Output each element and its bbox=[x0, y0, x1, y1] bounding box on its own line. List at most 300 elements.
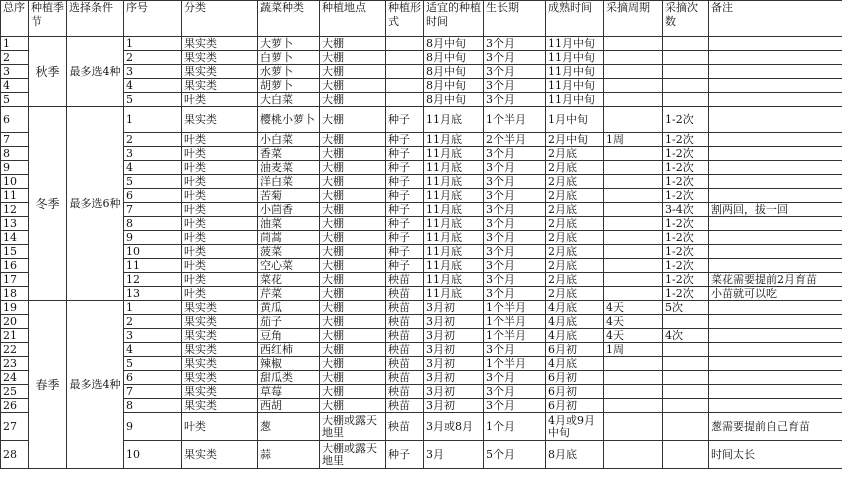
table-cell bbox=[663, 37, 709, 51]
table-cell: 11 bbox=[124, 259, 182, 273]
table-cell: 6月初 bbox=[546, 385, 604, 399]
table-cell bbox=[709, 329, 842, 343]
table-row bbox=[1, 259, 842, 273]
table-cell: 果实类 bbox=[182, 399, 258, 413]
table-cell bbox=[709, 245, 842, 259]
table-cell: 4 bbox=[124, 161, 182, 175]
table-cell: 5个月 bbox=[484, 441, 546, 469]
table-cell: 6 bbox=[124, 189, 182, 203]
table-cell: 叶类 bbox=[182, 175, 258, 189]
table-cell: 2月底 bbox=[546, 161, 604, 175]
table-cell: 果实类 bbox=[182, 329, 258, 343]
table-cell: 叶类 bbox=[182, 133, 258, 147]
table-cell bbox=[709, 231, 842, 245]
table-cell: 种子 bbox=[386, 231, 424, 245]
table-cell: 大棚 bbox=[320, 231, 386, 245]
table-cell: 1 bbox=[124, 107, 182, 133]
table-cell bbox=[709, 385, 842, 399]
table-cell bbox=[604, 413, 663, 441]
table-cell: 小苗就可以吃 bbox=[709, 287, 842, 301]
table-cell: 4次 bbox=[663, 329, 709, 343]
table-cell bbox=[604, 203, 663, 217]
table-cell: 2月底 bbox=[546, 245, 604, 259]
table-cell: 1 bbox=[124, 37, 182, 51]
table-cell: 果实类 bbox=[182, 37, 258, 51]
table-cell: 26 bbox=[1, 399, 29, 413]
table-cell: 3月或8月 bbox=[424, 413, 484, 441]
table-cell: 3个月 bbox=[484, 93, 546, 107]
table-cell: 2月底 bbox=[546, 203, 604, 217]
table-cell: 叶类 bbox=[182, 231, 258, 245]
table-cell bbox=[709, 133, 842, 147]
table-cell: 10 bbox=[124, 245, 182, 259]
table-cell bbox=[709, 161, 842, 175]
table-cell: 叶类 bbox=[182, 287, 258, 301]
table-cell: 11月底 bbox=[424, 189, 484, 203]
table-row bbox=[1, 147, 842, 161]
table-cell: 小茴香 bbox=[258, 203, 320, 217]
table-cell: 种子 bbox=[386, 259, 424, 273]
table-cell bbox=[709, 259, 842, 273]
table-cell: 秧苗 bbox=[386, 301, 424, 315]
table-cell: 5次 bbox=[663, 301, 709, 315]
table-cell: 1-2次 bbox=[663, 175, 709, 189]
table-cell: 1-2次 bbox=[663, 133, 709, 147]
table-cell: 14 bbox=[1, 231, 29, 245]
table-cell: 菜花 bbox=[258, 273, 320, 287]
table-cell: 大棚 bbox=[320, 399, 386, 413]
table-row bbox=[1, 231, 842, 245]
table-cell: 20 bbox=[1, 315, 29, 329]
table-cell: 叶类 bbox=[182, 413, 258, 441]
column-header: 成熟时间 bbox=[546, 1, 604, 37]
table-cell: 油麦菜 bbox=[258, 161, 320, 175]
table-cell bbox=[386, 65, 424, 79]
table-cell: 种子 bbox=[386, 189, 424, 203]
table-cell bbox=[709, 51, 842, 65]
table-cell: 大棚 bbox=[320, 147, 386, 161]
table-cell bbox=[663, 315, 709, 329]
table-cell: 8 bbox=[124, 217, 182, 231]
table-cell bbox=[604, 107, 663, 133]
table-cell: 11月底 bbox=[424, 133, 484, 147]
table-row bbox=[1, 301, 842, 315]
table-cell: 3个月 bbox=[484, 147, 546, 161]
table-cell: 1-2次 bbox=[663, 259, 709, 273]
table-cell bbox=[604, 189, 663, 203]
table-cell: 苦菊 bbox=[258, 189, 320, 203]
table-row bbox=[1, 329, 842, 343]
table-cell: 大棚 bbox=[320, 93, 386, 107]
table-cell: 8月中旬 bbox=[424, 37, 484, 51]
table-cell: 1个半月 bbox=[484, 107, 546, 133]
table-cell: 2月底 bbox=[546, 189, 604, 203]
table-cell bbox=[604, 147, 663, 161]
table-cell: 秧苗 bbox=[386, 315, 424, 329]
table-cell: 2月底 bbox=[546, 217, 604, 231]
table-cell bbox=[604, 385, 663, 399]
table-cell: 果实类 bbox=[182, 315, 258, 329]
table-cell bbox=[663, 93, 709, 107]
table-cell bbox=[604, 399, 663, 413]
table-cell: 4 bbox=[124, 343, 182, 357]
table-cell: 11月底 bbox=[424, 175, 484, 189]
table-cell: 大棚 bbox=[320, 301, 386, 315]
table-cell: 3 bbox=[1, 65, 29, 79]
table-cell: 大白菜 bbox=[258, 93, 320, 107]
season-cell: 秋季 bbox=[29, 37, 67, 107]
table-cell: 15 bbox=[1, 245, 29, 259]
table-body bbox=[1, 1, 842, 469]
table-cell: 3月初 bbox=[424, 385, 484, 399]
table-cell: 6 bbox=[1, 107, 29, 133]
table-cell: 3月初 bbox=[424, 399, 484, 413]
table-row bbox=[1, 37, 842, 51]
table-cell: 水萝卜 bbox=[258, 65, 320, 79]
table-cell: 3个月 bbox=[484, 273, 546, 287]
table-row bbox=[1, 315, 842, 329]
table-cell bbox=[663, 413, 709, 441]
table-cell: 3个月 bbox=[484, 385, 546, 399]
table-row bbox=[1, 371, 842, 385]
table-cell bbox=[604, 357, 663, 371]
table-cell: 8月底 bbox=[546, 441, 604, 469]
season-cell: 春季 bbox=[29, 301, 67, 469]
table-cell: 大棚 bbox=[320, 287, 386, 301]
table-cell: 果实类 bbox=[182, 357, 258, 371]
table-cell: 3-4次 bbox=[663, 203, 709, 217]
table-cell: 2个半月 bbox=[484, 133, 546, 147]
table-row bbox=[1, 79, 842, 93]
table-cell bbox=[386, 37, 424, 51]
table-cell bbox=[709, 189, 842, 203]
table-cell: 1-2次 bbox=[663, 287, 709, 301]
table-cell: 时间太长 bbox=[709, 441, 842, 469]
table-cell: 3个月 bbox=[484, 161, 546, 175]
table-cell: 5 bbox=[1, 93, 29, 107]
table-cell: 4 bbox=[1, 79, 29, 93]
table-cell bbox=[663, 399, 709, 413]
table-cell: 4天 bbox=[604, 315, 663, 329]
table-cell: 辣椒 bbox=[258, 357, 320, 371]
table-cell: 种子 bbox=[386, 147, 424, 161]
table-cell: 1-2次 bbox=[663, 161, 709, 175]
table-row bbox=[1, 161, 842, 175]
table-cell: 22 bbox=[1, 343, 29, 357]
table-cell: 5 bbox=[124, 357, 182, 371]
table-cell: 叶类 bbox=[182, 273, 258, 287]
table-cell: 11月底 bbox=[424, 147, 484, 161]
table-cell bbox=[604, 273, 663, 287]
table-cell: 草莓 bbox=[258, 385, 320, 399]
table-cell: 菠菜 bbox=[258, 245, 320, 259]
table-cell: 果实类 bbox=[182, 301, 258, 315]
table-cell: 果实类 bbox=[182, 51, 258, 65]
table-cell: 3个月 bbox=[484, 79, 546, 93]
table-cell: 3个月 bbox=[484, 399, 546, 413]
table-cell bbox=[709, 65, 842, 79]
table-cell: 18 bbox=[1, 287, 29, 301]
table-row bbox=[1, 133, 842, 147]
table-cell: 19 bbox=[1, 301, 29, 315]
table-cell bbox=[604, 371, 663, 385]
table-cell: 大棚 bbox=[320, 259, 386, 273]
table-cell: 11月中旬 bbox=[546, 79, 604, 93]
table-cell: 11月底 bbox=[424, 217, 484, 231]
table-row bbox=[1, 93, 842, 107]
table-cell: 1个半月 bbox=[484, 301, 546, 315]
table-cell: 香菜 bbox=[258, 147, 320, 161]
table-cell: 果实类 bbox=[182, 385, 258, 399]
table-cell: 2月底 bbox=[546, 175, 604, 189]
table-cell: 1-2次 bbox=[663, 245, 709, 259]
table-cell: 13 bbox=[124, 287, 182, 301]
table-cell: 11月中旬 bbox=[546, 51, 604, 65]
table-cell: 叶类 bbox=[182, 147, 258, 161]
table-cell bbox=[386, 51, 424, 65]
table-cell: 大棚 bbox=[320, 79, 386, 93]
table-cell bbox=[709, 93, 842, 107]
table-cell: 叶类 bbox=[182, 245, 258, 259]
table-row bbox=[1, 399, 842, 413]
table-cell: 4月底 bbox=[546, 357, 604, 371]
table-row bbox=[1, 175, 842, 189]
table-cell: 3个月 bbox=[484, 189, 546, 203]
table-row bbox=[1, 51, 842, 65]
table-cell bbox=[709, 175, 842, 189]
table-cell: 3月 bbox=[424, 441, 484, 469]
table-cell: 大棚 bbox=[320, 203, 386, 217]
table-cell: 大萝卜 bbox=[258, 37, 320, 51]
table-cell: 大棚 bbox=[320, 245, 386, 259]
table-cell: 秧苗 bbox=[386, 399, 424, 413]
table-cell bbox=[709, 217, 842, 231]
table-cell: 12 bbox=[124, 273, 182, 287]
table-cell: 11月底 bbox=[424, 259, 484, 273]
table-cell: 白萝卜 bbox=[258, 51, 320, 65]
table-cell: 4天 bbox=[604, 301, 663, 315]
table-cell: 3月初 bbox=[424, 301, 484, 315]
table-cell: 6月初 bbox=[546, 371, 604, 385]
table-cell: 3 bbox=[124, 329, 182, 343]
table-cell: 秧苗 bbox=[386, 273, 424, 287]
table-cell bbox=[709, 315, 842, 329]
table-cell: 秧苗 bbox=[386, 329, 424, 343]
table-row bbox=[1, 357, 842, 371]
table-row bbox=[1, 65, 842, 79]
table-cell: 叶类 bbox=[182, 259, 258, 273]
table-cell: 1-2次 bbox=[663, 231, 709, 245]
condition-cell: 最多选6种 bbox=[67, 107, 124, 301]
table-cell: 17 bbox=[1, 273, 29, 287]
table-cell: 21 bbox=[1, 329, 29, 343]
table-cell: 种子 bbox=[386, 175, 424, 189]
table-cell bbox=[604, 65, 663, 79]
table-cell: 3个月 bbox=[484, 37, 546, 51]
table-cell bbox=[604, 217, 663, 231]
table-cell: 3个月 bbox=[484, 343, 546, 357]
table-cell: 1-2次 bbox=[663, 147, 709, 161]
table-cell: 8 bbox=[1, 147, 29, 161]
table-cell bbox=[604, 259, 663, 273]
table-cell: 1周 bbox=[604, 133, 663, 147]
table-cell: 3个月 bbox=[484, 245, 546, 259]
table-cell: 大棚 bbox=[320, 65, 386, 79]
table-cell: 6月初 bbox=[546, 343, 604, 357]
table-cell: 大棚 bbox=[320, 273, 386, 287]
table-cell bbox=[604, 93, 663, 107]
table-cell: 3个月 bbox=[484, 175, 546, 189]
table-cell: 3个月 bbox=[484, 287, 546, 301]
table-cell: 1个半月 bbox=[484, 357, 546, 371]
table-cell: 3个月 bbox=[484, 203, 546, 217]
table-cell: 种子 bbox=[386, 133, 424, 147]
table-cell: 3个月 bbox=[484, 371, 546, 385]
table-cell bbox=[663, 357, 709, 371]
table-cell bbox=[604, 79, 663, 93]
table-cell: 割两回，拔一回 bbox=[709, 203, 842, 217]
table-cell: 11 bbox=[1, 189, 29, 203]
table-cell: 9 bbox=[1, 161, 29, 175]
table-cell: 叶类 bbox=[182, 189, 258, 203]
table-cell: 果实类 bbox=[182, 371, 258, 385]
table-cell: 11月底 bbox=[424, 273, 484, 287]
table-cell: 蒜 bbox=[258, 441, 320, 469]
table-cell: 8 bbox=[124, 399, 182, 413]
table-cell: 1-2次 bbox=[663, 217, 709, 231]
table-cell: 3月初 bbox=[424, 371, 484, 385]
table-cell: 3月初 bbox=[424, 329, 484, 343]
column-header: 序号 bbox=[124, 1, 182, 37]
table-cell bbox=[709, 301, 842, 315]
table-row bbox=[1, 245, 842, 259]
column-header: 种植地点 bbox=[320, 1, 386, 37]
table-cell bbox=[663, 79, 709, 93]
table-cell: 5 bbox=[124, 175, 182, 189]
column-header: 种植形式 bbox=[386, 1, 424, 37]
table-cell: 种子 bbox=[386, 245, 424, 259]
table-cell: 3个月 bbox=[484, 65, 546, 79]
table-cell: 叶类 bbox=[182, 161, 258, 175]
table-cell: 茼蒿 bbox=[258, 231, 320, 245]
table-cell: 9 bbox=[124, 231, 182, 245]
table-cell: 大棚 bbox=[320, 329, 386, 343]
table-cell: 种子 bbox=[386, 107, 424, 133]
table-cell: 秧苗 bbox=[386, 287, 424, 301]
table-cell bbox=[604, 37, 663, 51]
table-cell: 4月底 bbox=[546, 301, 604, 315]
table-cell bbox=[709, 107, 842, 133]
table-cell: 3月初 bbox=[424, 315, 484, 329]
table-cell: 9 bbox=[124, 413, 182, 441]
table-cell: 3个月 bbox=[484, 259, 546, 273]
table-cell bbox=[604, 245, 663, 259]
table-cell: 2月底 bbox=[546, 147, 604, 161]
table-cell: 11月底 bbox=[424, 245, 484, 259]
table-cell: 4 bbox=[124, 79, 182, 93]
table-cell bbox=[663, 51, 709, 65]
table-cell: 12 bbox=[1, 203, 29, 217]
season-cell: 冬季 bbox=[29, 107, 67, 301]
table-row bbox=[1, 217, 842, 231]
table-cell: 大棚 bbox=[320, 385, 386, 399]
table-cell: 11月底 bbox=[424, 287, 484, 301]
table-row bbox=[1, 441, 842, 469]
table-cell: 2 bbox=[124, 315, 182, 329]
table-cell: 大棚 bbox=[320, 107, 386, 133]
table-cell: 叶类 bbox=[182, 217, 258, 231]
table-cell bbox=[604, 231, 663, 245]
table-cell bbox=[709, 343, 842, 357]
table-cell bbox=[709, 399, 842, 413]
table-cell: 1-2次 bbox=[663, 189, 709, 203]
table-cell: 小白菜 bbox=[258, 133, 320, 147]
table-cell: 27 bbox=[1, 413, 29, 441]
column-header: 总序 bbox=[1, 1, 29, 37]
column-header: 分类 bbox=[182, 1, 258, 37]
table-cell bbox=[604, 51, 663, 65]
table-cell: 种子 bbox=[386, 441, 424, 469]
table-cell: 11月底 bbox=[424, 161, 484, 175]
table-cell: 秧苗 bbox=[386, 385, 424, 399]
table-cell: 大棚 bbox=[320, 357, 386, 371]
column-header: 备注 bbox=[709, 1, 842, 37]
table-cell: 6月初 bbox=[546, 399, 604, 413]
table-cell bbox=[663, 371, 709, 385]
table-row bbox=[1, 385, 842, 399]
table-cell: 2月底 bbox=[546, 231, 604, 245]
table-cell: 大棚 bbox=[320, 175, 386, 189]
table-cell: 2 bbox=[124, 51, 182, 65]
table-cell: 果实类 bbox=[182, 441, 258, 469]
table-cell: 1月中旬 bbox=[546, 107, 604, 133]
table-cell: 大棚 bbox=[320, 51, 386, 65]
table-cell: 23 bbox=[1, 357, 29, 371]
table-cell: 秧苗 bbox=[386, 371, 424, 385]
table-cell: 葱 bbox=[258, 413, 320, 441]
table-cell: 葱需要提前自己育苗 bbox=[709, 413, 842, 441]
table-cell: 6 bbox=[124, 371, 182, 385]
table-cell: 大棚 bbox=[320, 343, 386, 357]
table-cell bbox=[709, 79, 842, 93]
column-header: 适宜的种植时间 bbox=[424, 1, 484, 37]
table-cell bbox=[663, 441, 709, 469]
table-cell: 种子 bbox=[386, 161, 424, 175]
table-cell: 16 bbox=[1, 259, 29, 273]
table-cell: 8月中旬 bbox=[424, 93, 484, 107]
table-cell: 8月中旬 bbox=[424, 79, 484, 93]
table-cell bbox=[663, 343, 709, 357]
table-cell bbox=[663, 65, 709, 79]
table-cell: 11月底 bbox=[424, 203, 484, 217]
table-cell: 8月中旬 bbox=[424, 65, 484, 79]
table-cell: 2 bbox=[1, 51, 29, 65]
table-cell: 1 bbox=[124, 301, 182, 315]
table-cell: 3个月 bbox=[484, 231, 546, 245]
condition-cell: 最多选4种 bbox=[67, 301, 124, 469]
table-cell: 7 bbox=[1, 133, 29, 147]
table-cell: 甜瓜类 bbox=[258, 371, 320, 385]
table-cell: 油菜 bbox=[258, 217, 320, 231]
column-header: 种植季节 bbox=[29, 1, 67, 37]
table-cell: 果实类 bbox=[182, 79, 258, 93]
table-cell: 大棚 bbox=[320, 371, 386, 385]
table-cell bbox=[604, 441, 663, 469]
table-cell: 7 bbox=[124, 203, 182, 217]
table-cell: 11月底 bbox=[424, 107, 484, 133]
table-cell: 28 bbox=[1, 441, 29, 469]
table-cell: 4月底 bbox=[546, 315, 604, 329]
